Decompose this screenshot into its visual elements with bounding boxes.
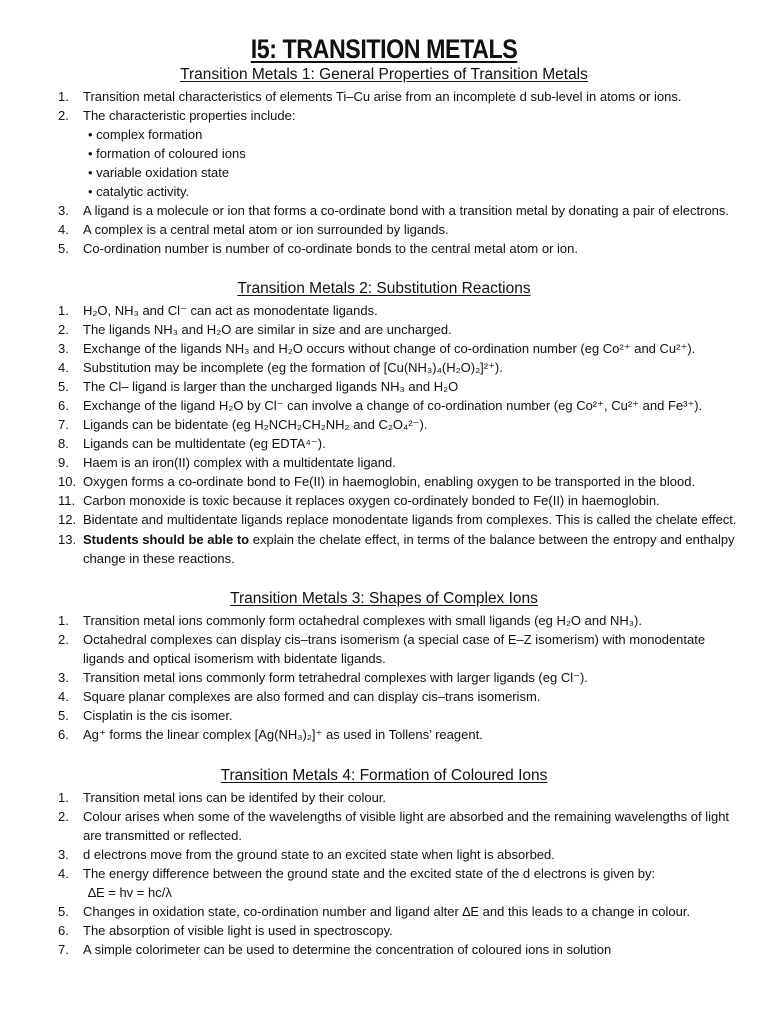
item-number: 3. bbox=[58, 670, 69, 685]
item-number: 5. bbox=[58, 904, 69, 919]
item-text: The ligands NH₃ and H₂O are similar in size and are uncharged. bbox=[83, 322, 452, 337]
item-number: 3. bbox=[58, 847, 69, 862]
item-text: Substitution may be incomplete (eg the formation of [Cu(NH₃)₄(H₂O)₂]²⁺). bbox=[83, 360, 503, 375]
item-text: d electrons move from the ground state to an excited state when light is absorbed. bbox=[83, 847, 555, 862]
list-item bbox=[58, 687, 758, 706]
item-number: 5. bbox=[58, 241, 69, 256]
list-item bbox=[58, 788, 758, 807]
item-text: Bidentate and multidentate ligands replace monodentate ligands from complexes. This is called the chelate effect. bbox=[83, 512, 737, 527]
item-text: Changes in oxidation state, co-ordination number and ligand alter ∆E and this leads to a change in colour. bbox=[83, 904, 691, 919]
item-number: 11. bbox=[58, 493, 76, 508]
item-number: 7. bbox=[58, 417, 69, 432]
list-item bbox=[58, 239, 758, 258]
item-number: 1. bbox=[58, 303, 69, 318]
item-text: Transition metal ions can be identifed by their colour. bbox=[83, 790, 387, 805]
item-text: Ligands can be multidentate (eg EDTA⁴⁻). bbox=[83, 436, 326, 451]
item-text: The absorption of visible light is used in spectroscopy. bbox=[83, 923, 393, 938]
item-text: Oxygen forms a co-ordinate bond to Fe(II) in haemoglobin, enabling oxygen to be transported in the blood. bbox=[83, 474, 696, 489]
item-text bbox=[83, 530, 735, 549]
item-text: Transition metal characteristics of elements Ti–Cu arise from an incomplete d sub-level in atoms or ions. bbox=[83, 89, 682, 104]
item-text: Colour arises when some of the wavelengths of visible light are absorbed and the remaining wavelengths of light bbox=[83, 809, 730, 824]
item-text: Cisplatin is the cis isomer. bbox=[83, 708, 233, 723]
list-item bbox=[58, 472, 758, 491]
item-number: 5. bbox=[58, 379, 69, 394]
list-item bbox=[58, 864, 758, 883]
page-title: I5: TRANSITION METALS bbox=[250, 34, 518, 64]
item-number: 6. bbox=[58, 727, 69, 742]
item-text: Exchange of the ligands NH₃ and H₂O occurs without change of co-ordination number (eg Co²⁺ and Cu²⁺). bbox=[83, 341, 696, 356]
list-item bbox=[58, 415, 758, 434]
list-item bbox=[58, 510, 758, 529]
list-item bbox=[58, 301, 758, 320]
section-3-heading: Transition Metals 3: Shapes of Complex Ions bbox=[230, 590, 538, 607]
item-text: Ligands can be bidentate (eg H₂NCH₂CH₂NH₂ and C₂O₄²⁻). bbox=[83, 417, 428, 432]
item-text: A ligand is a molecule or ion that forms a co-ordinate bond with a transition metal by donating a pair of electrons. bbox=[83, 203, 730, 218]
item-text: Haem is an iron(II) complex with a multidentate ligand. bbox=[83, 455, 396, 470]
list-item bbox=[58, 201, 758, 220]
list-item bbox=[58, 706, 758, 725]
item-continuation: are transmitted or reflected. bbox=[83, 828, 242, 843]
item-number: 5. bbox=[58, 708, 69, 723]
list-item bbox=[58, 434, 758, 453]
section-1-heading: Transition Metals 1: General Properties of Transition Metals bbox=[180, 66, 588, 83]
item-number: 7. bbox=[58, 942, 69, 957]
item-text: Octahedral complexes can display cis–trans isomerism (a special case of E–Z isomerism) with monodentate bbox=[83, 632, 706, 647]
item-continuation: ligands and optical isomerism with bidentate ligands. bbox=[83, 651, 386, 666]
item-number: 2. bbox=[58, 322, 69, 337]
list-item bbox=[58, 377, 758, 396]
list-item bbox=[58, 845, 758, 864]
item-number: 2. bbox=[58, 108, 69, 123]
list-item bbox=[58, 902, 758, 921]
item-number: 4. bbox=[58, 866, 69, 881]
list-item bbox=[58, 220, 758, 239]
bullet-item: • complex formation bbox=[88, 127, 203, 142]
item-number: 3. bbox=[58, 203, 69, 218]
list-item bbox=[58, 339, 758, 358]
list-item bbox=[58, 940, 758, 959]
item-number: 1. bbox=[58, 89, 69, 104]
item-number: 4. bbox=[58, 689, 69, 704]
list-item bbox=[58, 491, 758, 510]
item-text: Transition metal ions commonly form tetrahedral complexes with larger ligands (eg Cl⁻). bbox=[83, 670, 588, 685]
list-item bbox=[58, 87, 758, 106]
list-item bbox=[58, 320, 758, 339]
item-number: 8. bbox=[58, 436, 69, 451]
item-text: Ag⁺ forms the linear complex [Ag(NH₃)₂]⁺ as used in Tollens’ reagent. bbox=[83, 727, 483, 742]
item-text: Transition metal ions commonly form octahedral complexes with small ligands (eg H₂O and NH₃). bbox=[83, 613, 642, 628]
item-number: 6. bbox=[58, 923, 69, 938]
item-text: H₂O, NH₃ and Cl⁻ can act as monodentate ligands. bbox=[83, 303, 378, 318]
list-item bbox=[58, 668, 758, 687]
item-number: 2. bbox=[58, 632, 69, 647]
list-item bbox=[58, 611, 758, 630]
item-text: Square planar complexes are also formed and can display cis–trans isomerism. bbox=[83, 689, 541, 704]
item-text: A simple colorimeter can be used to determine the concentration of coloured ions in solution bbox=[83, 942, 612, 957]
item-number: 6. bbox=[58, 398, 69, 413]
list-item bbox=[58, 630, 758, 649]
item-text: Carbon monoxide is toxic because it replaces oxygen co-ordinately bonded to Fe(II) in haemoglobin. bbox=[83, 493, 660, 508]
item-text: The Cl– ligand is larger than the uncharged ligands NH₃ and H₂O bbox=[83, 379, 459, 394]
item-number: 10. bbox=[58, 474, 77, 489]
bullet-item: • variable oxidation state bbox=[88, 165, 230, 180]
item-number: 3. bbox=[58, 341, 69, 356]
emphasis-text: Students should be able to bbox=[83, 532, 250, 547]
list-item bbox=[58, 725, 758, 744]
item-text: The characteristic properties include: bbox=[83, 108, 296, 123]
section-4-heading: Transition Metals 4: Formation of Coloured Ions bbox=[220, 767, 548, 784]
item-number: 9. bbox=[58, 455, 69, 470]
item-number: 1. bbox=[58, 613, 69, 628]
bullet-item: • formation of coloured ions bbox=[88, 146, 246, 161]
bullet-item: • catalytic activity. bbox=[88, 184, 190, 199]
list-item bbox=[58, 530, 758, 549]
item-continuation: change in these reactions. bbox=[83, 551, 235, 566]
item-number: 1. bbox=[58, 790, 69, 805]
item-number: 13. bbox=[58, 532, 77, 547]
list-item bbox=[58, 921, 758, 940]
energy-equation: ∆E = hv = hc/λ bbox=[88, 885, 172, 900]
item-text: A complex is a central metal atom or ion surrounded by ligands. bbox=[83, 222, 449, 237]
section-2-heading: Transition Metals 2: Substitution Reactions bbox=[237, 280, 531, 297]
list-item bbox=[58, 807, 758, 826]
item-text: Co-ordination number is number of co-ordinate bonds to the central metal atom or ion. bbox=[83, 241, 578, 256]
item-text-rest: explain the chelate effect, in terms of the balance between the entropy and enthalpy bbox=[252, 532, 735, 547]
item-number: 2. bbox=[58, 809, 69, 824]
item-text: Exchange of the ligand H₂O by Cl⁻ can involve a change of co-ordination number (eg Co²⁺, Cu²⁺ and Fe³⁺). bbox=[83, 398, 703, 413]
item-number: 4. bbox=[58, 222, 69, 237]
item-text: The energy difference between the ground state and the excited state of the d electrons is given by: bbox=[83, 866, 656, 881]
list-item bbox=[58, 396, 758, 415]
list-item bbox=[58, 358, 758, 377]
list-item bbox=[58, 106, 758, 125]
item-number: 12. bbox=[58, 512, 77, 527]
list-item bbox=[58, 453, 758, 472]
item-number: 4. bbox=[58, 360, 69, 375]
